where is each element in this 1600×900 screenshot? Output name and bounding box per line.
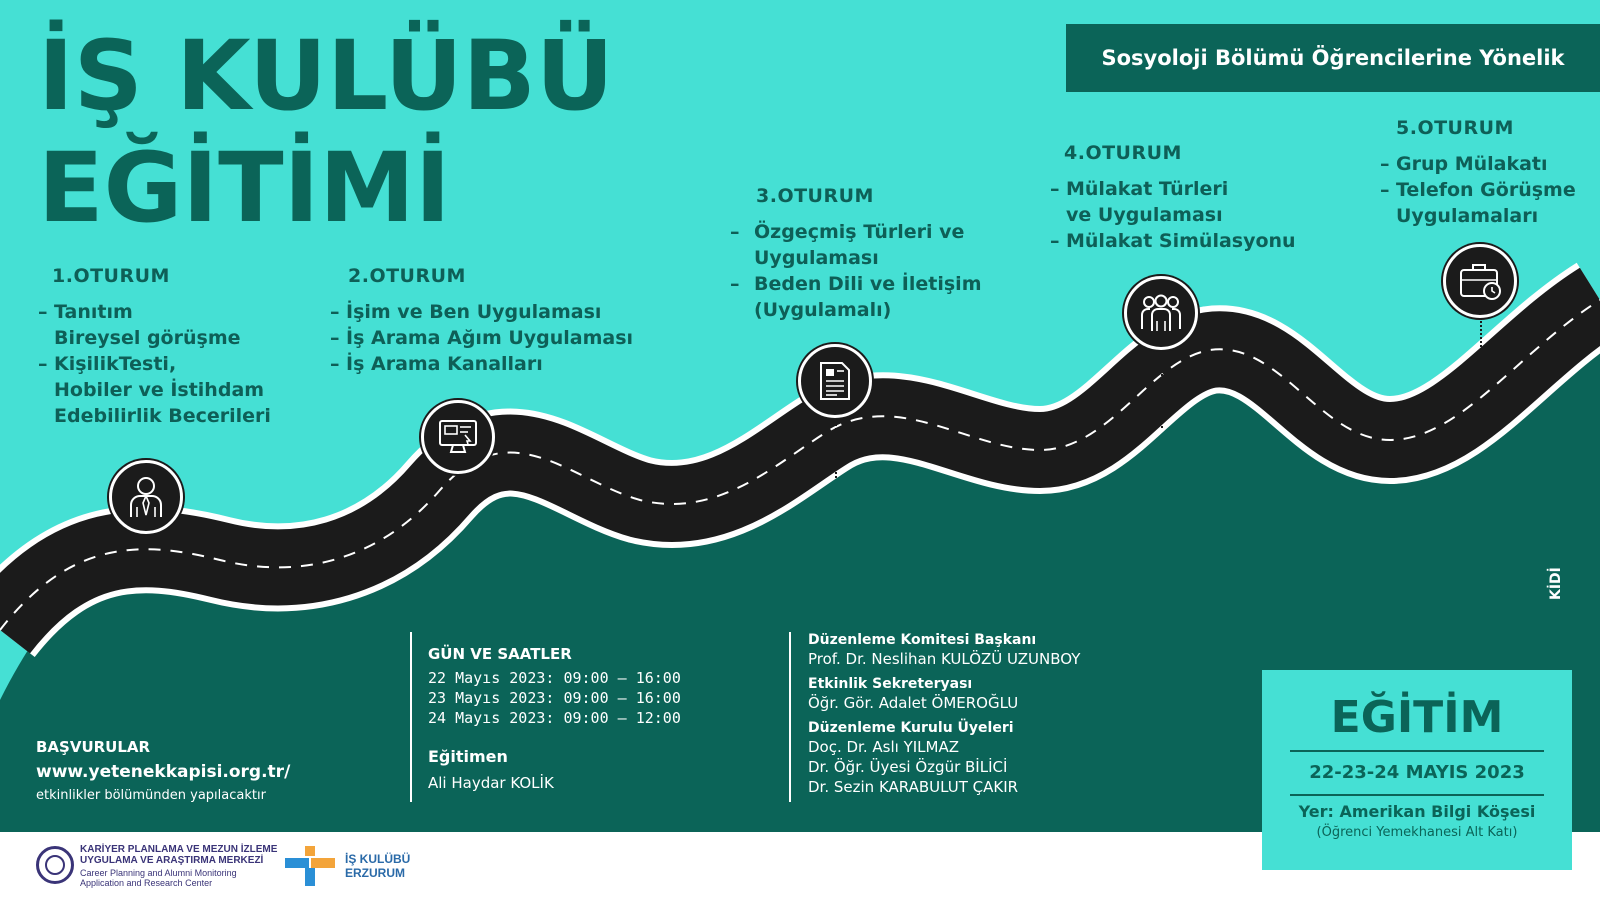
club-name-2: ERZURUM [345, 866, 405, 880]
club-name-1: İŞ KULÜBÜ [345, 852, 411, 866]
center-seal-icon [36, 846, 74, 884]
session-title: 3.OTURUM [756, 185, 874, 207]
session-item: – Mülakat Simülasyonu [1050, 230, 1296, 252]
session-5 [1380, 117, 1576, 229]
session-item: – Grup Mülakatı [1380, 153, 1548, 175]
training-box [1262, 670, 1572, 870]
person-icon [109, 460, 183, 534]
session-item: Edebilirlik Becerileri [54, 405, 271, 427]
applications-block [36, 738, 290, 803]
members-label: Düzenleme Kurulu Üyeleri [808, 720, 1014, 736]
center-name-en-1: Career Planning and Alumni Monitoring [80, 868, 237, 878]
session-item: – Telefon Görüşme [1380, 179, 1576, 201]
applications-label: BAŞVURULAR [36, 738, 151, 756]
schedule-day: 22 Mayıs 2023: 09:00 – 16:00 [428, 669, 681, 687]
session-3 [730, 185, 982, 323]
member-name: Dr. Öğr. Üyesi Özgür BİLİCİ [808, 758, 1008, 776]
session-item: Bireysel görüşme [54, 327, 241, 349]
session-1 [38, 265, 271, 429]
title-line-1: İŞ KULÜBÜ [38, 20, 614, 132]
training-place-detail: (Öğrenci Yemekhanesi Alt Katı) [1316, 825, 1518, 840]
side-mark: KİDİ [1548, 567, 1564, 600]
pin-line [1480, 318, 1482, 370]
session-4 [1050, 142, 1296, 254]
group-icon [1124, 276, 1198, 350]
trainer-name: Ali Haydar KOLİK [428, 774, 554, 792]
pin-line [835, 416, 837, 478]
center-name-tr-1: KARİYER PLANLAMA VE MEZUN İZLEME [80, 844, 278, 855]
pin-line [458, 472, 460, 512]
computer-icon [421, 400, 495, 474]
schedule-block [428, 645, 681, 792]
center-name-tr-2: UYGULAMA VE ARAŞTIRMA MERKEZİ [80, 855, 264, 866]
session-title: 1.OTURUM [52, 265, 170, 287]
briefcase-clock-icon [1443, 244, 1517, 318]
page-title [38, 20, 614, 244]
pin-line [1161, 350, 1163, 428]
club-name [345, 852, 410, 880]
applications-url[interactable]: www.yetenekkapisi.org.tr/ [36, 762, 291, 782]
title-line-2: EĞİTİMİ [38, 132, 451, 244]
secretariat-name: Öğr. Gör. Adalet ÖMEROĞLU [808, 694, 1019, 712]
trainer-label: Eğitimen [428, 747, 508, 766]
session-item: – Özgeçmiş Türleri ve [730, 221, 965, 243]
session-item: – İşim ve Ben Uygulaması [330, 301, 602, 323]
member-name: Dr. Sezin KARABULUT ÇAKIR [808, 778, 1019, 796]
session-item: – Beden Dili ve İletişim [730, 273, 982, 295]
session-title: 5.OTURUM [1396, 117, 1514, 139]
session-item: ve Uygulaması [1066, 204, 1223, 226]
pin-line [146, 530, 148, 566]
training-place: Yer: Amerikan Bilgi Köşesi [1298, 802, 1536, 821]
secretariat-label: Etkinlik Sekreteryası [808, 676, 973, 692]
divider [1290, 794, 1544, 796]
committee-block [808, 632, 1080, 796]
session-item: – KişilikTesti, [38, 353, 177, 375]
session-item: Uygulamaları [1396, 205, 1539, 227]
audience-banner: Sosyoloji Bölümü Öğrencilerine Yönelik [1066, 24, 1600, 92]
session-item: (Uygulamalı) [754, 299, 892, 321]
session-2 [330, 265, 633, 377]
training-title: EĞİTİM [1330, 692, 1504, 743]
session-item: Hobiler ve İstihdam [54, 379, 265, 401]
session-title: 4.OTURUM [1064, 142, 1182, 164]
schedule-day: 24 Mayıs 2023: 09:00 – 12:00 [428, 709, 681, 727]
session-item: – Tanıtım [38, 301, 133, 323]
chair-name: Prof. Dr. Neslihan KULÖZÜ UZUNBOY [808, 650, 1081, 668]
center-name [80, 844, 277, 888]
divider [789, 632, 791, 802]
center-name-en-2: Application and Research Center [80, 878, 213, 888]
session-item: Uygulaması [754, 247, 879, 269]
member-name: Doç. Dr. Aslı YILMAZ [808, 738, 959, 756]
document-icon [798, 344, 872, 418]
training-dates: 22-23-24 MAYIS 2023 [1309, 762, 1525, 783]
chair-label: Düzenleme Komitesi Başkanı [808, 632, 1037, 648]
schedule-label: GÜN VE SAATLER [428, 645, 572, 663]
applications-note: etkinlikler bölümünden yapılacaktır [36, 788, 266, 803]
divider [1290, 750, 1544, 752]
divider [410, 632, 412, 802]
session-item: – İş Arama Ağım Uygulaması [330, 327, 634, 349]
club-logo-icon [285, 844, 337, 888]
session-item: – İş Arama Kanalları [330, 353, 543, 375]
session-item: – Mülakat Türleri [1050, 178, 1229, 200]
session-title: 2.OTURUM [348, 265, 466, 287]
schedule-day: 23 Mayıs 2023: 09:00 – 16:00 [428, 689, 681, 707]
